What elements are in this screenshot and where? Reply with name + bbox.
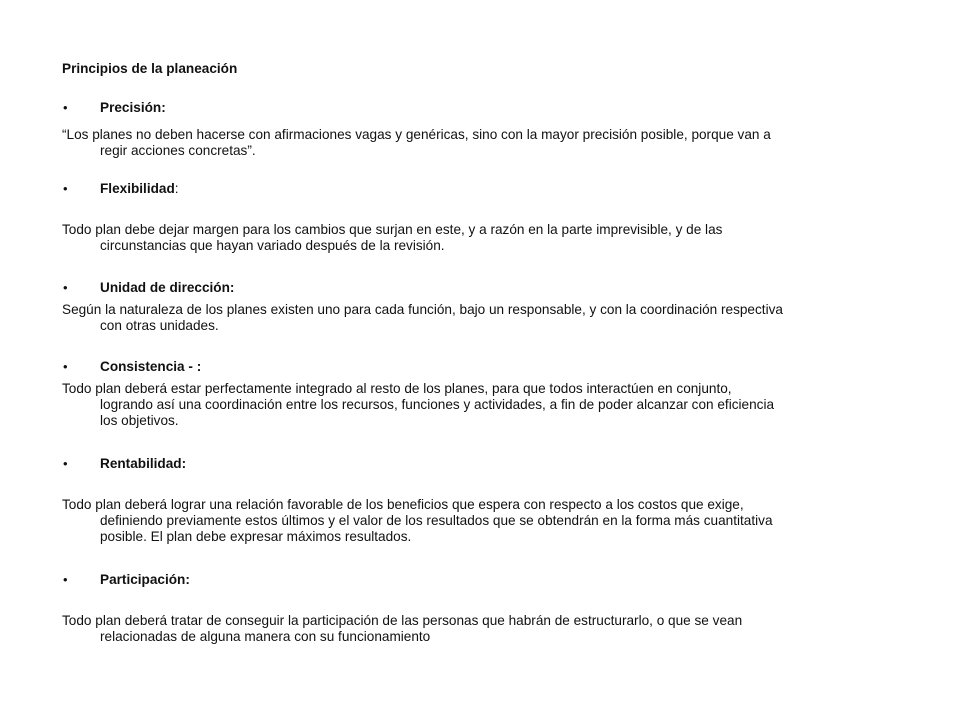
section-body-profitability: [62, 497, 907, 545]
page-title: Principios de la planeación: [62, 61, 238, 76]
section-body-unity: [62, 302, 907, 334]
heading-suffix: :: [174, 181, 179, 196]
bullet-icon: •: [63, 456, 68, 471]
section-heading-consistency: Consistencia - :: [100, 359, 202, 374]
bullet-icon: •: [63, 572, 68, 587]
section-body-participation: [62, 613, 907, 645]
body-line: posible. El plan debe expresar máximos resultados.: [100, 529, 412, 544]
body-line: Todo plan deberá lograr una relación favorable de los beneficios que espera con respecto a los costos que exige,: [62, 497, 744, 512]
body-line: definiendo previamente estos últimos y el valor de los resultados que se obtendrán en la forma más cuantitativa: [100, 513, 773, 528]
body-line: Todo plan debe dejar margen para los cambios que surjan en este, y a razón en la parte imprevisible, y de las: [62, 222, 723, 237]
bullet-icon: •: [63, 181, 68, 196]
section-body-flexibility: [62, 222, 907, 254]
section-body-precision: [62, 127, 907, 159]
body-line: circunstancias que hayan variado después de la revisión.: [100, 238, 445, 253]
body-line: relacionadas de alguna manera con su funcionamiento: [100, 629, 431, 644]
body-line: regir acciones concretas”.: [100, 143, 256, 158]
heading-text: Flexibilidad: [100, 181, 175, 196]
body-line: “Los planes no deben hacerse con afirmaciones vagas y genéricas, sino con la mayor precisión posible, porque van a: [62, 127, 771, 142]
slide: [62, 0, 912, 720]
section-heading-participation: Participación:: [100, 572, 190, 587]
section-heading-unity: Unidad de dirección:: [100, 280, 235, 295]
bullet-icon: •: [63, 280, 68, 295]
section-heading-profitability: Rentabilidad:: [100, 456, 187, 471]
body-line: Todo plan deberá tratar de conseguir la participación de las personas que habrán de estructurarlo, o que se vean: [62, 613, 743, 628]
section-heading-flexibility: [100, 181, 179, 197]
body-line: con otras unidades.: [100, 318, 219, 333]
body-line: Todo plan deberá estar perfectamente integrado al resto de los planes, para que todos interactúen en conjunto,: [62, 381, 732, 396]
body-line: los objetivos.: [100, 413, 179, 428]
bullet-icon: •: [63, 100, 68, 115]
body-line: logrando así una coordinación entre los recursos, funciones y actividades, a fin de poder alcanzar con eficiencia: [100, 397, 775, 412]
section-body-consistency: [62, 381, 907, 429]
body-line: Según la naturaleza de los planes existen uno para cada función, bajo un responsable, y con la coordinación respectiva: [62, 302, 783, 317]
bullet-icon: •: [63, 359, 68, 374]
section-heading-precision: Precisión:: [100, 100, 166, 115]
